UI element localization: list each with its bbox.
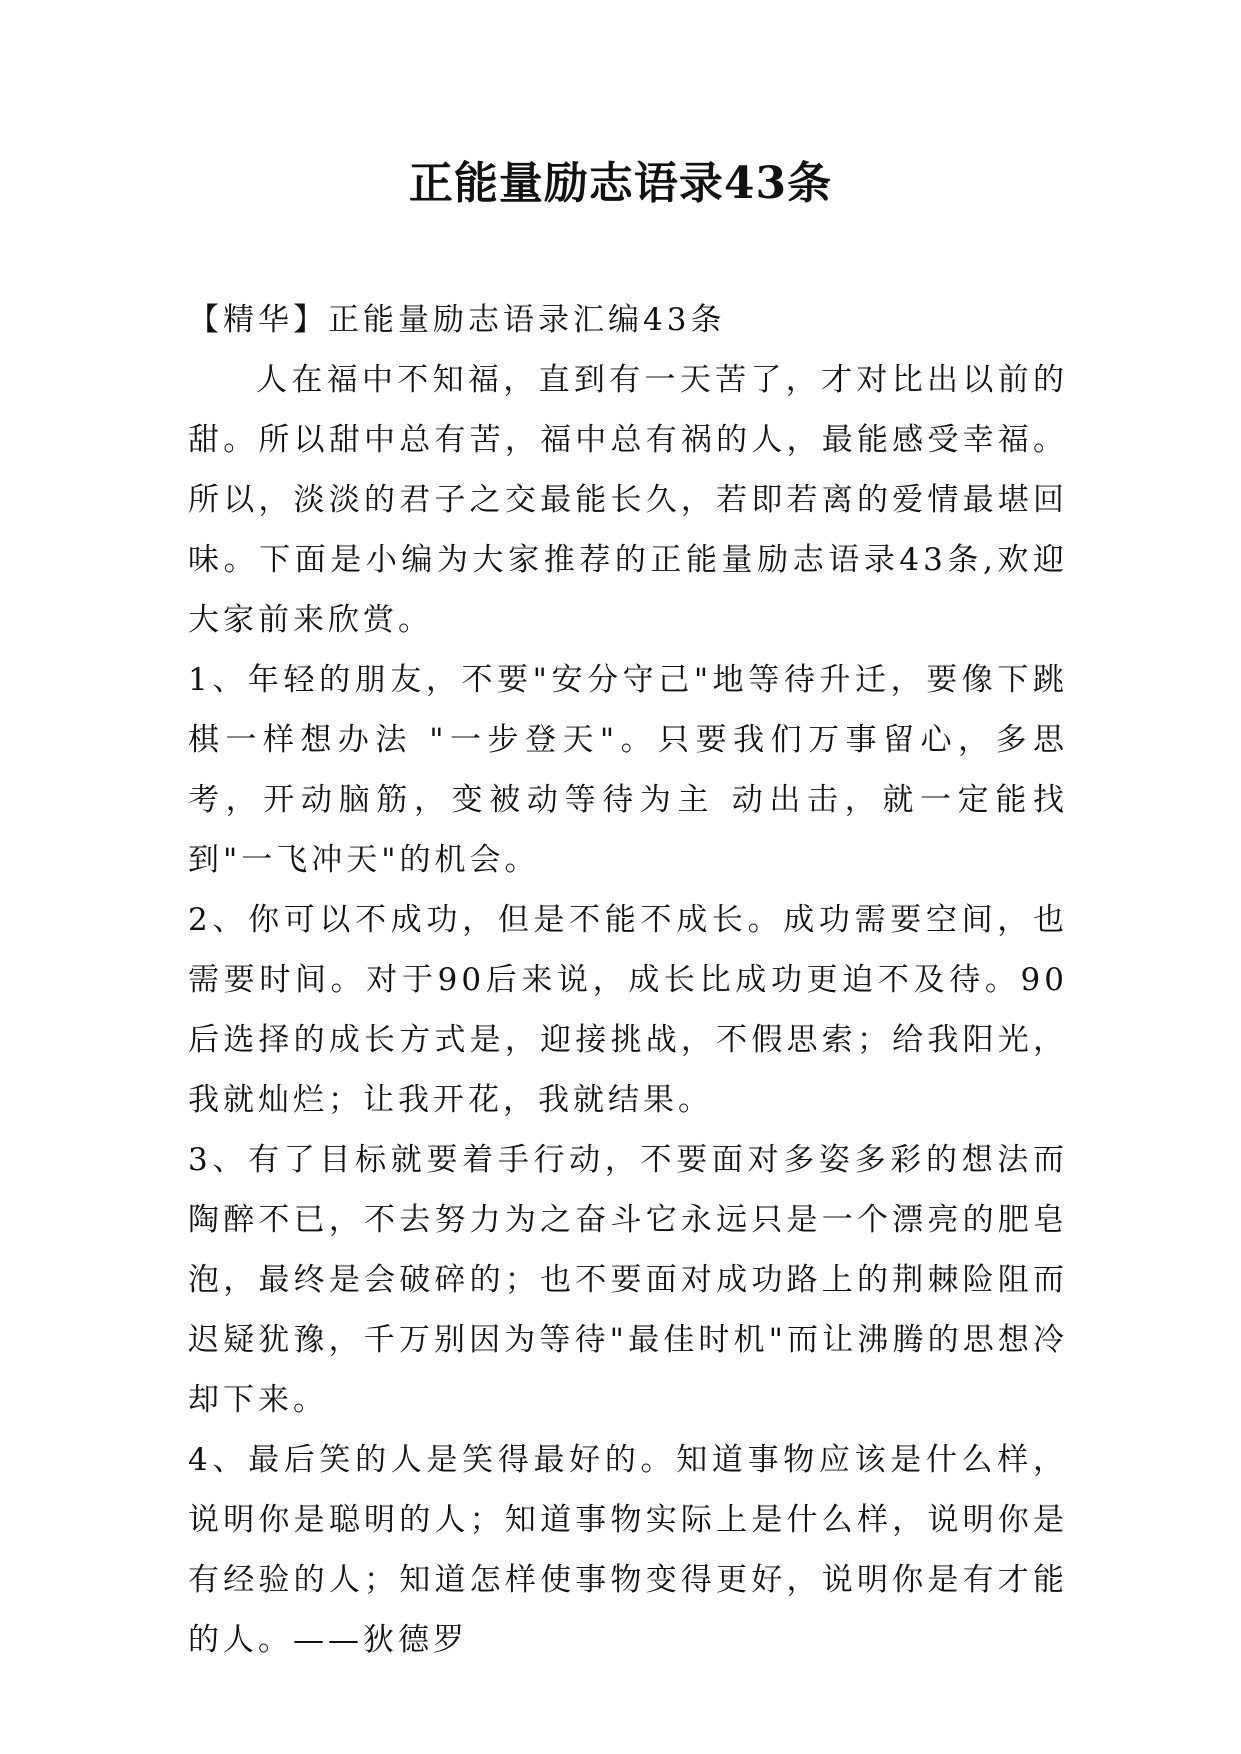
quote-item-4: 4、最后笑的人是笑得最好的。知道事物应该是什么样，说明你是聪明的人；知道事物实际上是什么样，说明你是有经验的人；知道怎样使事物变得更好，说明你是有才能的人。——狄德罗 xyxy=(188,1442,1068,1658)
intro-paragraph: 人在福中不知福，直到有一天苦了，才对比出以前的甜。所以甜中总有苦，福中总有祸的人，最能感受幸福。所以，淡淡的君子之交最能长久，若即若离的爱情最堪回味。下面是小编为大家推荐的正能量励志语录43条,欢迎大家前来欣赏。 xyxy=(188,362,1068,638)
quote-item-2: 2、你可以不成功，但是不能不成长。成功需要空间，也需要时间。对于90后来说，成长比成功更迫不及待。90后选择的成长方式是，迎接挑战，不假思索；给我阳光，我就灿烂；让我开花，我就结果。 xyxy=(188,902,1068,1118)
quote-item-1: 1、年轻的朋友，不要"安分守己"地等待升迁，要像下跳棋一样想办法 "一步登天"。只要我们万事留心，多思考，开动脑筋，变被动等待为主 动出击，就一定能找到"一飞冲天"的机会。 xyxy=(188,662,1068,878)
document-body xyxy=(188,290,1068,1670)
document-subtitle: 【精华】正能量励志语录汇编43条 xyxy=(188,302,726,338)
document-title: 正能量励志语录43条 xyxy=(408,158,833,209)
quote-item-3: 3、有了目标就要着手行动，不要面对多姿多彩的想法而陶醉不已，不去努力为之奋斗它永远只是一个漂亮的肥皂泡，最终是会破碎的；也不要面对成功路上的荆棘险阻而迟疑犹豫，千万别因为等待"最佳时机"而让沸腾的思想冷却下来。 xyxy=(188,1142,1068,1418)
